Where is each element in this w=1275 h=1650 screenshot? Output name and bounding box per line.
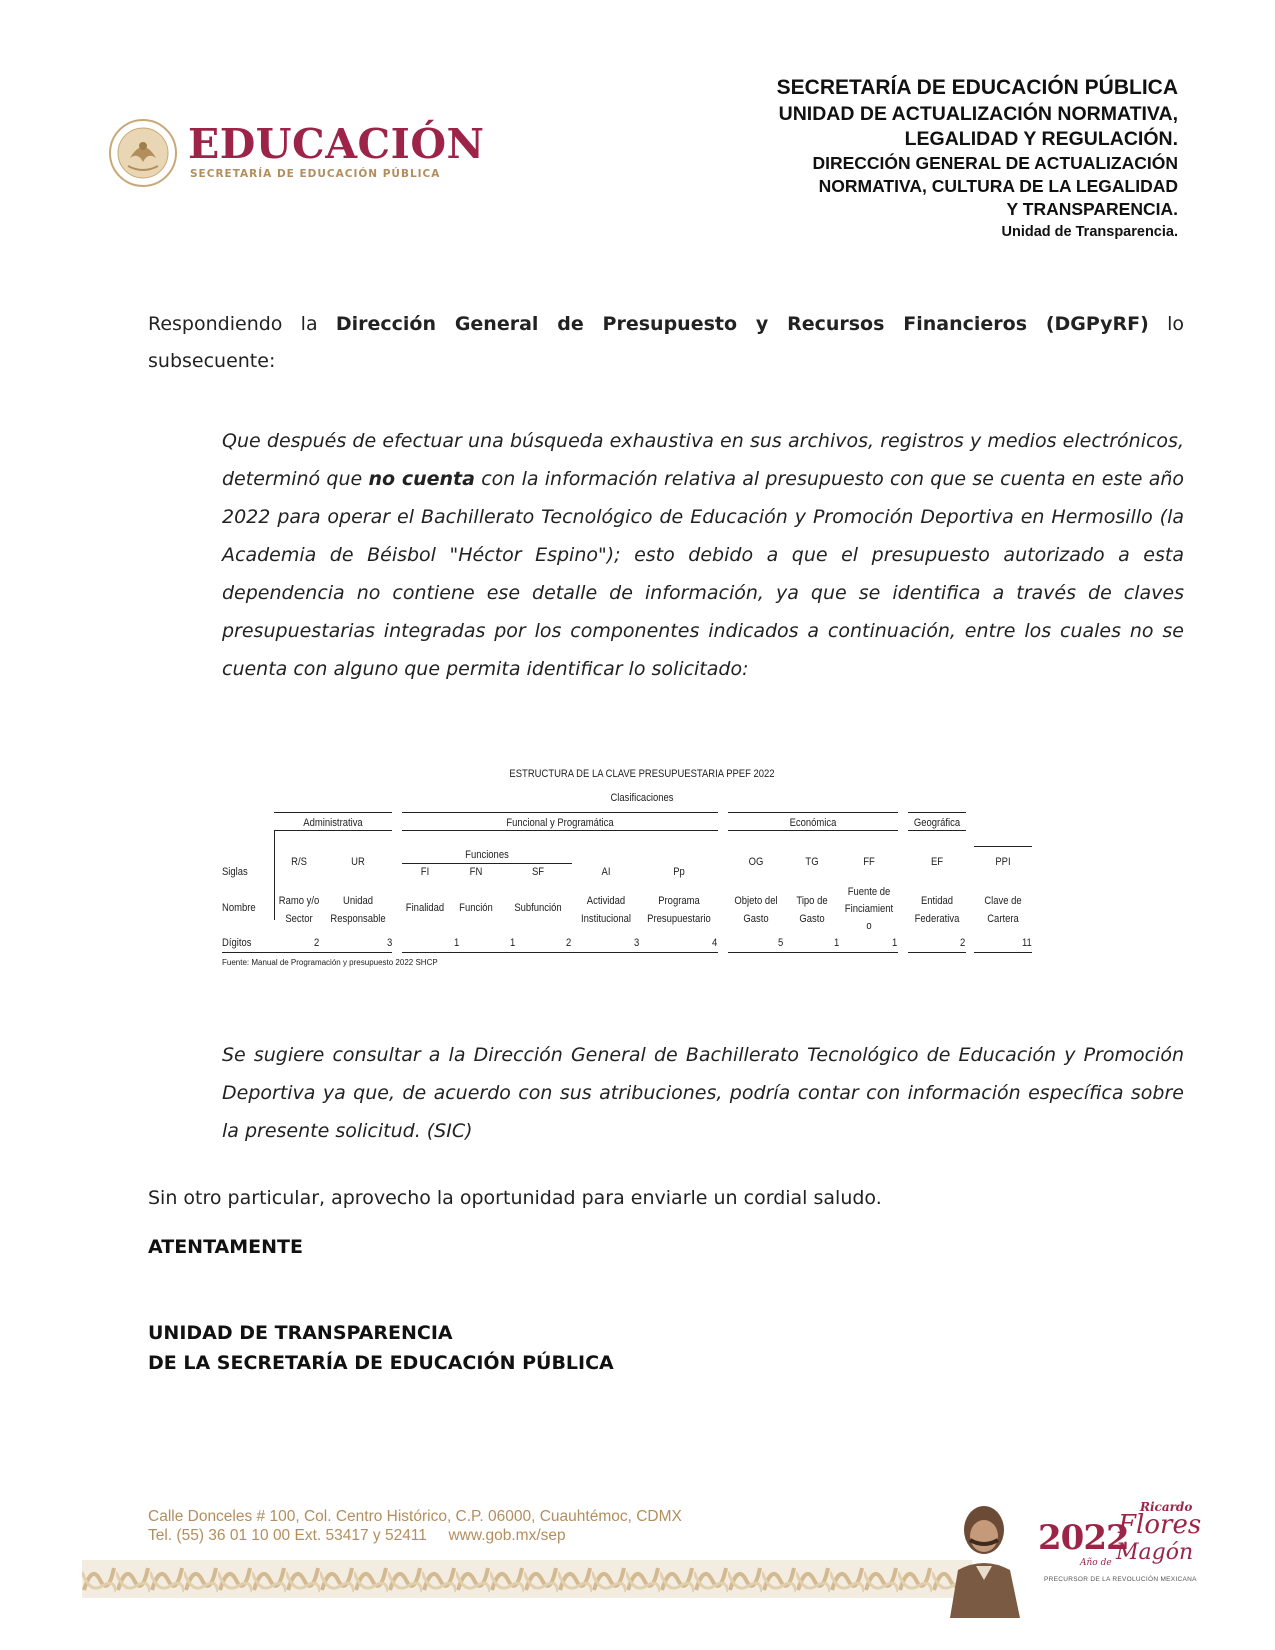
nombre-rs: Ramo y/o Sector (278, 895, 320, 925)
quote-text-start: Que después de efectuar una búsqueda exhaustiva en sus archivos, registros y medios electrónicos, determinó que (222, 430, 1184, 490)
group-economica: Económica (789, 817, 837, 829)
signature-line-1: UNIDAD DE TRANSPARENCIA (148, 1322, 453, 1344)
group-administrativa: Administrativa (303, 817, 363, 829)
digitos-ppi: 11 (1022, 937, 1032, 949)
row-label-siglas: Siglas (222, 866, 248, 878)
year-logo-last-name-1: Flores (1118, 1510, 1202, 1540)
intro-text-end: lo subsecuente: (148, 313, 1184, 372)
nombre-pp: Programa Presupuestario (647, 895, 711, 925)
letterhead-line-6: Y TRANSPARENCIA. (1006, 199, 1178, 219)
footer-contact (148, 1507, 682, 1545)
nombre-ef: Entidad Federativa (914, 895, 960, 925)
group-geografica: Geográfica (913, 817, 961, 829)
digitos-tg: 1 (834, 937, 840, 949)
letterhead-line-2: UNIDAD DE ACTUALIZACIÓN NORMATIVA, (778, 103, 1178, 125)
table-source: Fuente: Manual de Programación y presupuesto 2022 SHCP (222, 958, 438, 967)
digitos-og: 5 (778, 937, 784, 949)
sigla-ai: AI (601, 866, 611, 878)
sigla-ppi: PPI (995, 856, 1011, 868)
year-logo-year: 2022 (1038, 1518, 1129, 1558)
letterhead-line-3: LEGALIDAD Y REGULACIÓN. (904, 128, 1178, 150)
quote-text-bold: no cuenta (368, 468, 475, 490)
digitos-ai: 3 (634, 937, 640, 949)
digitos-rs: 2 (314, 937, 320, 949)
year-logo-last-name-2: Magón (1116, 1540, 1194, 1565)
letterhead (777, 74, 1178, 243)
nombre-tg: Tipo de Gasto (796, 895, 828, 925)
nombre-ur: Unidad Responsable (330, 895, 386, 925)
nombre-og: Objeto del Gasto (734, 895, 778, 925)
sep-logo (108, 118, 485, 190)
sigla-og: OG (748, 856, 764, 868)
table-subtitle: Clasificaciones (610, 792, 674, 804)
closing-paragraph: Sin otro particular, aprovecho la oportunidad para enviarle un cordial saludo. (148, 1187, 882, 1209)
sigla-ef: EF (930, 856, 944, 868)
letterhead-line-4: DIRECCIÓN GENERAL DE ACTUALIZACIÓN (812, 153, 1178, 173)
nombre-fi: Finalidad (405, 902, 445, 914)
attentively: ATENTAMENTE (148, 1236, 303, 1258)
decorative-band-icon (82, 1560, 972, 1598)
nombre-fn: Función (459, 902, 493, 914)
digitos-ef: 2 (960, 937, 966, 949)
sigla-sf: SF (531, 866, 545, 878)
year-logo-first-name: Ricardo (1140, 1500, 1193, 1514)
footer-phone: Tel. (55) 36 01 10 00 Ext. 53417 y 52411 (148, 1527, 427, 1544)
response-quote (222, 422, 1184, 688)
nombre-ppi: Clave de Cartera (984, 895, 1022, 925)
digitos-sf: 2 (566, 937, 572, 949)
intro-text-bold: Dirección General de Presupuesto y Recursos Financieros (DGPyRF) (335, 313, 1149, 335)
letterhead-line-7: Unidad de Transparencia. (1001, 224, 1178, 240)
digitos-ff: 1 (892, 937, 898, 949)
nombre-ai: Actividad Institucional (581, 895, 631, 925)
table-title: ESTRUCTURA DE LA CLAVE PRESUPUESTARIA PPEF 2022 (509, 768, 775, 780)
group-funcional: Funcional y Programática (506, 817, 614, 829)
flores-magon-logo (940, 1500, 1200, 1618)
row-label-digitos: Dígitos (222, 937, 252, 949)
signature-line-2: DE LA SECRETARÍA DE EDUCACIÓN PÚBLICA (148, 1352, 614, 1374)
sigla-rs: R/S (291, 856, 307, 868)
digitos-ur: 3 (387, 937, 393, 949)
year-logo-tagline: PRECURSOR DE LA REVOLUCIÓN MEXICANA (1044, 1576, 1197, 1583)
nombre-sf: Subfunción (514, 902, 562, 914)
year-logo-year-of: Año de (1080, 1558, 1112, 1568)
subgroup-funciones: Funciones (465, 849, 509, 861)
footer-contact-line (148, 1526, 682, 1545)
footer-address: Calle Donceles # 100, Col. Centro Histórico, C.P. 06000, Cuauhtémoc, CDMX (148, 1508, 682, 1525)
sigla-pp: Pp (673, 866, 685, 878)
sigla-fi: FI (420, 866, 430, 878)
logo-subtitle: SECRETARÍA DE EDUCACIÓN PÚBLICA (190, 168, 441, 180)
coat-of-arms-icon (108, 118, 178, 188)
digitos-fi: 1 (454, 937, 460, 949)
digitos-pp: 4 (712, 937, 718, 949)
portrait-icon (940, 1500, 1040, 1618)
sigla-ff: FF (863, 856, 875, 868)
suggestion-quote: Se sugiere consultar a la Dirección General de Bachillerato Tecnológico de Educación y Promoción Deportiva ya que, de acuerdo con sus atribuciones, podría contar con información específica sobre la presente solicitud. (SIC) (222, 1044, 1184, 1142)
digitos-fn: 1 (510, 937, 516, 949)
budget-key-table (222, 768, 1092, 988)
intro-paragraph (148, 306, 1184, 380)
sigla-ur: UR (351, 856, 365, 868)
quote-text-end: con la información relativa al presupuesto con que se cuenta en este año 2022 para operar el Bachillerato Tecnológico de Educación y Promoción Deportiva en Hermosillo (la Academia de Béisbol "Héctor Espino"); esto debido a que el presupuesto autorizado a esta dependencia no contiene ese detalle de información, ya que se identifica a través de claves presupuestarias integradas por los componentes indicados a continuación, entre los cuales no se cuenta con alguno que permita identificar lo solicitado: (222, 468, 1184, 680)
letterhead-line-5: NORMATIVA, CULTURA DE LA LEGALIDAD (818, 176, 1178, 196)
row-label-nombre: Nombre (222, 902, 256, 914)
nombre-ff: Fuente de Finciamient o (844, 886, 894, 932)
intro-text-start: Respondiendo la (148, 313, 336, 335)
sigla-fn: FN (469, 866, 483, 878)
logo-title: EDUCACIÓN (188, 120, 485, 168)
sigla-tg: TG (805, 856, 819, 868)
letterhead-line-1: SECRETARÍA DE EDUCACIÓN PÚBLICA (776, 76, 1178, 99)
footer-web: www.gob.mx/sep (448, 1527, 566, 1544)
